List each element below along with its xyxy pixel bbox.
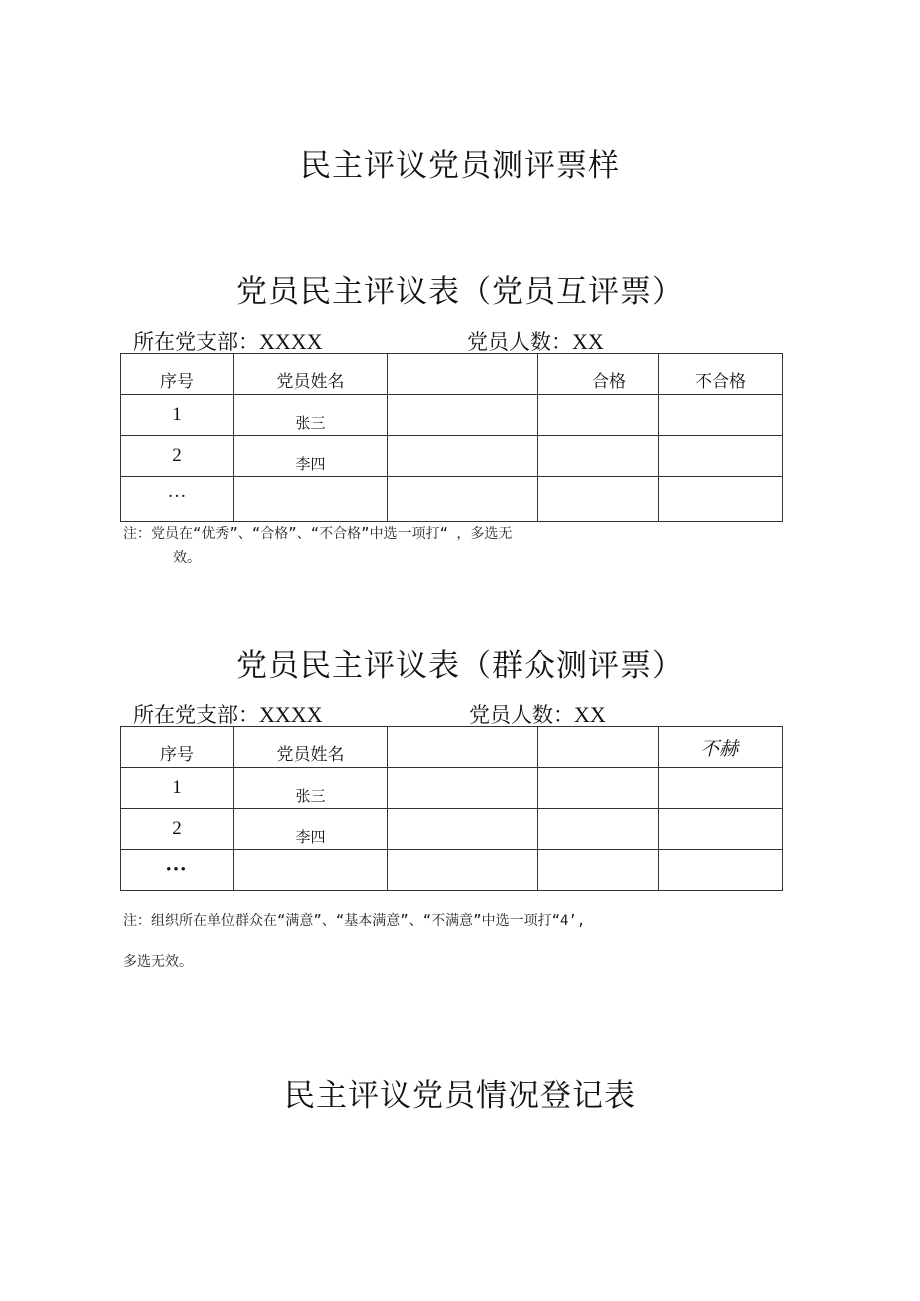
form2-branch-value: XXXX	[259, 702, 323, 727]
table-row	[121, 850, 783, 891]
row-member-name: 张三	[234, 395, 388, 436]
form2-header-index: 序号	[121, 727, 234, 768]
vote-cell[interactable]	[388, 809, 538, 850]
row-index: 1	[121, 768, 234, 809]
vote-cell[interactable]	[659, 850, 783, 891]
form1-note-line1: 注：党员在“优秀”、“合格”、“不合格”中选一项打“ ，多选无	[123, 526, 513, 542]
row-index: •••	[121, 850, 234, 891]
form2-header-col5: 不赫	[659, 727, 783, 768]
form1-header-col3	[388, 354, 538, 395]
vote-cell[interactable]	[538, 477, 659, 522]
row-index: …	[121, 477, 234, 522]
form1-header-unqualified: 不合格	[659, 354, 783, 395]
form2-header-name: 党员姓名	[234, 727, 388, 768]
form2-member-count	[469, 699, 606, 729]
row-member-name	[234, 850, 388, 891]
form2-note-line2: 多选无效。	[123, 954, 193, 970]
form2-note-line1: 注：组织所在单位群众在“满意”、“基本满意”、“不满意”中选一项打“4’,	[123, 913, 586, 929]
form1-table	[120, 353, 783, 522]
vote-cell[interactable]	[388, 436, 538, 477]
form1-count-label: 党员人数：	[467, 330, 572, 354]
form2-header-col3	[388, 727, 538, 768]
form1-branch-value: XXXX	[259, 329, 323, 354]
form2-header-row	[121, 727, 783, 768]
vote-cell[interactable]	[538, 436, 659, 477]
table-row	[121, 436, 783, 477]
form1-title: 党员民主评议表（党员互评票）	[236, 274, 684, 310]
form2-table	[120, 726, 783, 891]
form1-member-count	[467, 326, 604, 356]
vote-cell[interactable]	[538, 809, 659, 850]
row-member-name: 张三	[234, 768, 388, 809]
vote-cell[interactable]	[659, 395, 783, 436]
table-row	[121, 477, 783, 522]
vote-cell[interactable]	[659, 436, 783, 477]
vote-cell[interactable]	[388, 477, 538, 522]
form1-note-line2: 效。	[173, 550, 201, 566]
page-title: 民主评议党员测评票样	[300, 148, 620, 184]
table-row	[121, 809, 783, 850]
vote-cell[interactable]	[388, 768, 538, 809]
form1-header-index: 序号	[121, 354, 234, 395]
vote-cell[interactable]	[659, 768, 783, 809]
form1-branch	[133, 326, 323, 356]
form1-count-value: XX	[572, 329, 604, 354]
vote-cell[interactable]	[538, 768, 659, 809]
form1-branch-label: 所在党支部：	[133, 330, 259, 354]
form1-header-qualified: 合格	[538, 354, 659, 395]
form2-header-col4	[538, 727, 659, 768]
form1-header-name: 党员姓名	[234, 354, 388, 395]
form2-branch	[133, 699, 323, 729]
form1-header-row	[121, 354, 783, 395]
row-index: 2	[121, 809, 234, 850]
table-row	[121, 395, 783, 436]
vote-cell[interactable]	[388, 850, 538, 891]
row-index: 1	[121, 395, 234, 436]
vote-cell[interactable]	[388, 395, 538, 436]
vote-cell[interactable]	[659, 809, 783, 850]
vote-cell[interactable]	[538, 850, 659, 891]
form2-count-value: XX	[574, 702, 606, 727]
row-member-name: 李四	[234, 809, 388, 850]
form2-count-label: 党员人数：	[469, 703, 574, 727]
row-member-name: 李四	[234, 436, 388, 477]
registration-form-title: 民主评议党员情况登记表	[284, 1078, 636, 1114]
row-member-name	[234, 477, 388, 522]
row-index: 2	[121, 436, 234, 477]
table-row	[121, 768, 783, 809]
vote-cell[interactable]	[538, 395, 659, 436]
form2-branch-label: 所在党支部：	[133, 703, 259, 727]
vote-cell[interactable]	[659, 477, 783, 522]
form2-title: 党员民主评议表（群众测评票）	[236, 648, 684, 684]
